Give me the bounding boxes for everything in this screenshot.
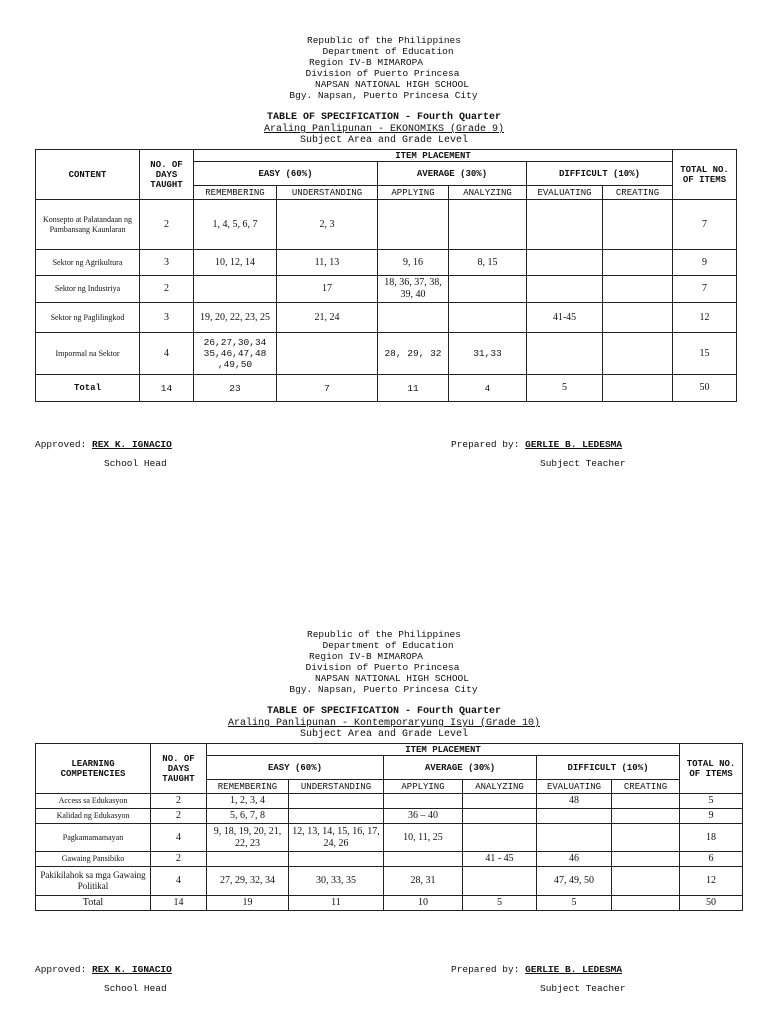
letterhead-line: Division of Puerto Princesa [305, 68, 460, 79]
cell-evaluating: 5 [537, 896, 612, 911]
cell-days: 3 [140, 250, 194, 276]
cell-understanding: 17 [277, 276, 378, 303]
cell-remembering: 27, 29, 32, 34 [207, 867, 289, 896]
header-days: NO. OF DAYS TAUGHT [140, 150, 194, 200]
table2 [35, 743, 743, 911]
cell-creating [603, 276, 673, 303]
header-remembering: REMEMBERING [207, 780, 289, 794]
cell-evaluating [527, 276, 603, 303]
cell-content: Kalidad ng Edukasyon [36, 809, 151, 824]
cell-remembering: 23 [194, 375, 277, 402]
header-analyzing: ANALYZING [449, 186, 527, 200]
table-row [36, 852, 743, 867]
prepared-signature [451, 439, 622, 451]
cell-total: 6 [680, 852, 743, 867]
cell-remembering: 1, 2, 3, 4 [207, 794, 289, 809]
cell-creating [612, 794, 680, 809]
table1 [35, 149, 737, 402]
header-evaluating: EVALUATING [537, 780, 612, 794]
approved-signature [35, 964, 172, 976]
cell-content: Pakikilahok sa mga Gawaing Politikal [36, 867, 151, 896]
cell-understanding: 12, 13, 14, 15, 16, 17, 24, 26 [289, 824, 384, 852]
cell-content: Pagkamamamayan [36, 824, 151, 852]
cell-days: 3 [140, 303, 194, 333]
cell-total: 9 [680, 809, 743, 824]
table1-subject: Araling Panlipunan - EKONOMIKS (Grade 9) [263, 124, 505, 135]
cell-applying: 11 [378, 375, 449, 402]
header-understanding: UNDERSTANDING [289, 780, 384, 794]
cell-evaluating: 46 [537, 852, 612, 867]
header-applying: APPLYING [378, 186, 449, 200]
cell-remembering [207, 852, 289, 867]
cell-evaluating [527, 333, 603, 375]
cell-analyzing [449, 200, 527, 250]
cell-total: 50 [673, 375, 737, 402]
cell-remembering: 5, 6, 7, 8 [207, 809, 289, 824]
cell-evaluating: 47, 49, 50 [537, 867, 612, 896]
cell-creating [603, 200, 673, 250]
cell-total: 7 [673, 276, 737, 303]
table2-subject: Araling Panlipunan - Kontemporaryung Isyu (Grade 10) [227, 718, 541, 729]
cell-applying [378, 303, 449, 333]
cell-analyzing [449, 303, 527, 333]
table-row [36, 867, 743, 896]
cell-creating [612, 867, 680, 896]
table-total-row [36, 375, 737, 402]
table-row [36, 276, 737, 303]
letterhead-line: Republic of the Philippines [307, 35, 461, 46]
table2-titleblock [0, 706, 768, 740]
cell-remembering: 1, 4, 5, 6, 7 [194, 200, 277, 250]
cell-creating [603, 333, 673, 375]
cell-applying [384, 852, 463, 867]
cell-analyzing [463, 809, 537, 824]
cell-analyzing [449, 276, 527, 303]
cell-content: Sektor ng Industriya [36, 276, 140, 303]
header-average: AVERAGE (30%) [378, 162, 527, 186]
cell-evaluating [527, 250, 603, 276]
prepared-name: GERLIE B. LEDESMA [525, 439, 623, 450]
header-creating: CREATING [603, 186, 673, 200]
approved-signature [35, 439, 172, 451]
cell-analyzing: 41 - 45 [463, 852, 537, 867]
cell-analyzing: 31,33 [449, 333, 527, 375]
cell-understanding [289, 852, 384, 867]
cell-total: 12 [673, 303, 737, 333]
cell-applying: 28, 31 [384, 867, 463, 896]
cell-creating [612, 852, 680, 867]
table2-title: TABLE OF SPECIFICATION - Fourth Quarter [266, 706, 502, 717]
header-analyzing: ANALYZING [463, 780, 537, 794]
header-difficult: DIFFICULT (10%) [527, 162, 673, 186]
approved-role: School Head [104, 983, 167, 994]
cell-days: 2 [151, 809, 207, 824]
header-days: NO. OF DAYS TAUGHT [151, 744, 207, 794]
cell-applying: 10, 11, 25 [384, 824, 463, 852]
cell-evaluating [537, 809, 612, 824]
letterhead-line: Region IV-B MIMAROPA [308, 651, 424, 662]
cell-creating [612, 896, 680, 911]
header-content: LEARNING COMPETENCIES [36, 744, 151, 794]
header-understanding: UNDERSTANDING [277, 186, 378, 200]
cell-content: Sektor ng Paglilingkod [36, 303, 140, 333]
prepared-label: Prepared by: [451, 964, 520, 975]
table1-titleblock [0, 112, 768, 146]
cell-understanding: 2, 3 [277, 200, 378, 250]
letterhead-line: Region IV-B MIMAROPA [308, 57, 424, 68]
prepared-role: Subject Teacher [540, 983, 626, 994]
table1-subject-caption: Subject Area and Grade Level [299, 135, 469, 146]
cell-analyzing: 5 [463, 896, 537, 911]
cell-content: Konsepto at Palatandaan ng Pambansang Kaunlaran [36, 200, 140, 250]
cell-remembering: 19 [207, 896, 289, 911]
cell-applying: 10 [384, 896, 463, 911]
cell-understanding: 30, 33, 35 [289, 867, 384, 896]
cell-analyzing: 4 [449, 375, 527, 402]
cell-understanding: 21, 24 [277, 303, 378, 333]
header-applying: APPLYING [384, 780, 463, 794]
prepared-label: Prepared by: [451, 439, 520, 450]
cell-creating [603, 375, 673, 402]
approved-label: Approved: [35, 964, 87, 975]
cell-creating [612, 809, 680, 824]
cell-total: 50 [680, 896, 743, 911]
table1-title: TABLE OF SPECIFICATION - Fourth Quarter [266, 112, 502, 123]
letterhead-line: NAPSAN NATIONAL HIGH SCHOOL [315, 673, 469, 684]
prepared-signature [451, 964, 622, 976]
table-total-row [36, 896, 743, 911]
cell-analyzing [463, 794, 537, 809]
table-row [36, 333, 737, 375]
table-row [36, 809, 743, 824]
cell-evaluating: 5 [527, 375, 603, 402]
letterhead-line: Department of Education [322, 640, 454, 651]
cell-understanding: 11 [289, 896, 384, 911]
header-total: TOTAL NO. OF ITEMS [680, 744, 743, 794]
cell-days: 2 [151, 794, 207, 809]
letterhead-line: Bgy. Napsan, Puerto Princesa City [289, 90, 478, 101]
header-easy: EASY (60%) [194, 162, 378, 186]
cell-days: 14 [140, 375, 194, 402]
cell-understanding [289, 794, 384, 809]
cell-understanding [289, 809, 384, 824]
header-total: TOTAL NO. OF ITEMS [673, 150, 737, 200]
cell-understanding: 11, 13 [277, 250, 378, 276]
header-easy: EASY (60%) [207, 756, 384, 780]
approved-name: REX K. IGNACIO [92, 439, 172, 450]
cell-applying: 9, 16 [378, 250, 449, 276]
cell-total-label: Total [36, 896, 151, 911]
cell-analyzing: 8, 15 [449, 250, 527, 276]
cell-days: 2 [140, 276, 194, 303]
header-content: CONTENT [36, 150, 140, 200]
cell-total: 18 [680, 824, 743, 852]
header-creating: CREATING [612, 780, 680, 794]
cell-total: 5 [680, 794, 743, 809]
header-item-placement: ITEM PLACEMENT [207, 744, 680, 756]
cell-content: Impormal na Sektor [36, 333, 140, 375]
cell-evaluating: 41-45 [527, 303, 603, 333]
cell-remembering: 19, 20, 22, 23, 25 [194, 303, 277, 333]
header-average: AVERAGE (30%) [384, 756, 537, 780]
table-row [36, 303, 737, 333]
table-row [36, 794, 743, 809]
cell-analyzing [463, 824, 537, 852]
cell-days: 4 [151, 867, 207, 896]
letterhead-line: Department of Education [322, 46, 454, 57]
letterhead-line: Division of Puerto Princesa [305, 662, 460, 673]
cell-total: 9 [673, 250, 737, 276]
cell-remembering: 9, 18, 19, 20, 21, 22, 23 [207, 824, 289, 852]
cell-understanding [277, 333, 378, 375]
header-difficult: DIFFICULT (10%) [537, 756, 680, 780]
approved-role: School Head [104, 458, 167, 469]
cell-content: Sektor ng Agrikultura [36, 250, 140, 276]
cell-applying [384, 794, 463, 809]
cell-total-label: Total [36, 375, 140, 402]
cell-content: Access sa Edukasyon [36, 794, 151, 809]
approved-name: REX K. IGNACIO [92, 964, 172, 975]
cell-applying: 28, 29, 32 [378, 333, 449, 375]
cell-creating [603, 250, 673, 276]
cell-days: 4 [151, 824, 207, 852]
cell-content: Gawaing Pansibiko [36, 852, 151, 867]
cell-creating [612, 824, 680, 852]
cell-analyzing [463, 867, 537, 896]
cell-evaluating [527, 200, 603, 250]
cell-applying: 36 – 40 [384, 809, 463, 824]
header-evaluating: EVALUATING [527, 186, 603, 200]
prepared-role: Subject Teacher [540, 458, 626, 469]
header-item-placement: ITEM PLACEMENT [194, 150, 673, 162]
cell-total: 7 [673, 200, 737, 250]
cell-total: 15 [673, 333, 737, 375]
table-row [36, 824, 743, 852]
letterhead [0, 35, 768, 101]
approved-label: Approved: [35, 439, 87, 450]
table2-subject-caption: Subject Area and Grade Level [299, 729, 469, 740]
cell-evaluating [537, 824, 612, 852]
cell-evaluating: 48 [537, 794, 612, 809]
cell-applying: 18, 36, 37, 38, 39, 40 [378, 276, 449, 303]
table-row [36, 250, 737, 276]
cell-total: 12 [680, 867, 743, 896]
letterhead-line: NAPSAN NATIONAL HIGH SCHOOL [315, 79, 469, 90]
cell-remembering: 10, 12, 14 [194, 250, 277, 276]
cell-days: 4 [140, 333, 194, 375]
header-remembering: REMEMBERING [194, 186, 277, 200]
cell-remembering: 26,27,30,34 35,46,47,48 ,49,50 [194, 333, 277, 375]
letterhead [0, 629, 768, 695]
cell-applying [378, 200, 449, 250]
table-row [36, 200, 737, 250]
letterhead-line: Republic of the Philippines [307, 629, 461, 640]
letterhead-line: Bgy. Napsan, Puerto Princesa City [289, 684, 478, 695]
cell-creating [603, 303, 673, 333]
cell-days: 14 [151, 896, 207, 911]
cell-remembering [194, 276, 277, 303]
prepared-name: GERLIE B. LEDESMA [525, 964, 623, 975]
cell-days: 2 [151, 852, 207, 867]
cell-days: 2 [140, 200, 194, 250]
cell-understanding: 7 [277, 375, 378, 402]
